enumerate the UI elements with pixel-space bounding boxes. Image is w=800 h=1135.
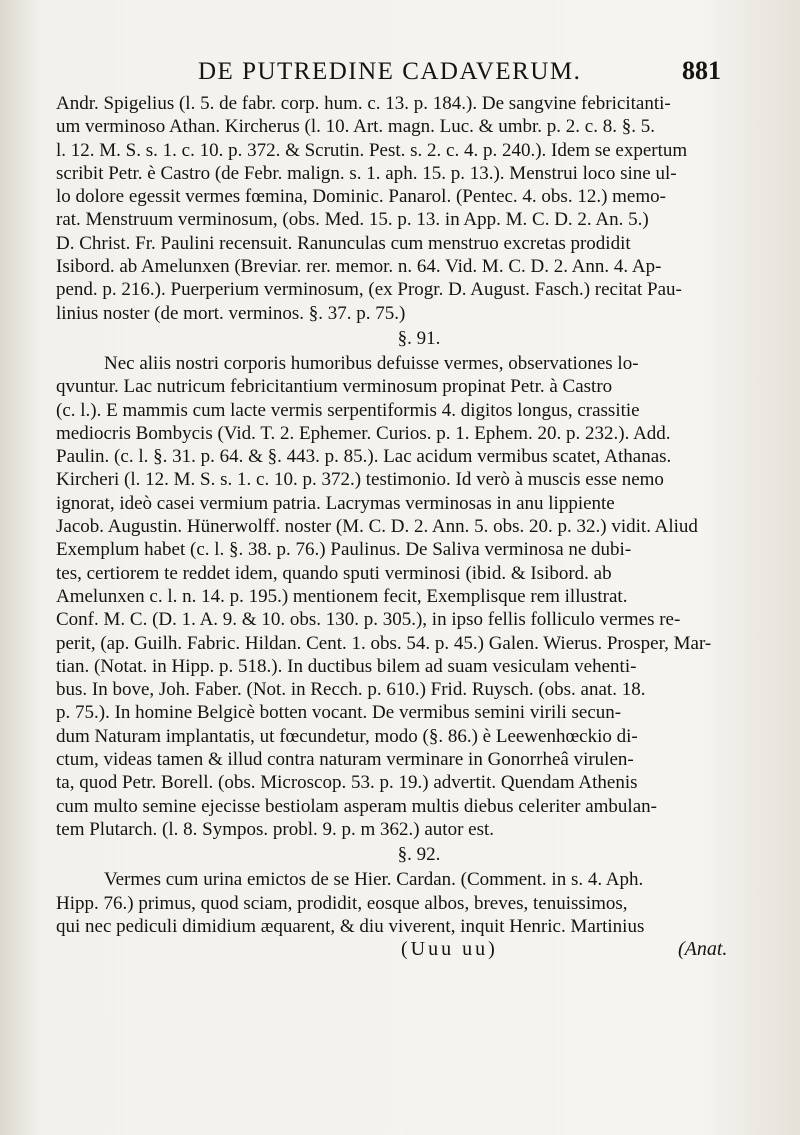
text-line: Conf. M. C. (D. 1. A. 9. & 10. obs. 130. p. 305.), in ipso fellis folliculo vermes re-: [56, 609, 681, 631]
text-line: tes, certiorem te reddet idem, quando sputi verminosi (ibid. & Isibord. ab: [56, 562, 612, 584]
text-line: D. Christ. Fr. Paulini recensuit. Ranunculas cum menstruo excretas prodidit: [56, 232, 631, 254]
section-heading-92: §. 92.: [397, 844, 441, 866]
text-line: tem Plutarch. (l. 8. Sympos. probl. 9. p. m 362.) autor est.: [56, 818, 495, 840]
text-line: pend. p. 216.). Puerperium verminosum, (ex Progr. D. August. Fasch.) recitat Pau-: [56, 279, 682, 301]
text-line: perit, (ap. Guilh. Fabric. Hildan. Cent. 1. obs. 54. p. 45.) Galen. Wierus. Prosper, Mar-: [56, 632, 712, 654]
body-text: [56, 92, 742, 964]
catchword: (Anat.: [678, 938, 728, 961]
page-number: 881: [682, 56, 721, 85]
text-line: p. 75.). In homine Belgicè botten vocant. De vermibus semini virili secun-: [56, 702, 622, 724]
signature-mark: (Uuu uu): [401, 938, 498, 961]
text-line: um verminoso Athan. Kircherus (l. 10. Art. magn. Luc. & umbr. p. 2. c. 8. §. 5.: [56, 116, 655, 138]
text-line: dum Naturam implantatis, ut fœcundetur, modo (§. 86.) è Leewenhœckio di-: [56, 725, 638, 747]
text-line: mediocris Bombycis (Vid. T. 2. Ephemer. Curios. p. 1. Ephem. 20. p. 232.). Add.: [56, 422, 671, 444]
text-line: ta, quod Petr. Borell. (obs. Microscop. 53. p. 19.) advertit. Quendam Athenis: [56, 772, 638, 794]
running-title: DE PUTREDINE CADAVERUM.: [198, 58, 582, 85]
text-line: Isibord. ab Amelunxen (Breviar. rer. memor. n. 64. Vid. M. C. D. 2. Ann. 4. Ap-: [56, 256, 662, 278]
text-line: qui nec pediculi dimidium æquarent, & diu viverent, inquit Henric. Martinius: [56, 915, 645, 937]
text-line: Amelunxen c. l. n. 14. p. 195.) mentionem fecit, Exemplisque rem illustrat.: [56, 585, 628, 607]
paragraph-92: [56, 868, 742, 938]
text-line: Hipp. 76.) primus, quod sciam, prodidit, eosque albos, breves, tenuissimos,: [56, 892, 628, 914]
text-line: Kircheri (l. 12. M. S. s. 1. c. 10. p. 372.) testimonio. Id verò à muscis esse nemo: [56, 469, 664, 491]
text-line: qvuntur. Lac nutricum febricitantium verminosum propinat Petr. à Castro: [56, 376, 613, 398]
text-line: l. 12. M. S. s. 1. c. 10. p. 372. & Scrutin. Pest. s. 2. c. 4. p. 240.). Idem se expertum: [56, 139, 688, 161]
text-line: scribit Petr. è Castro (de Febr. malign. s. 1. aph. 15. p. 13.). Menstrui loco sine ul-: [56, 162, 677, 184]
catchline: [56, 938, 742, 964]
text-line: rat. Menstruum verminosum, (obs. Med. 15. p. 13. in App. M. C. D. 2. An. 5.): [56, 209, 649, 231]
text-line: bus. In bove, Joh. Faber. (Not. in Recch. p. 610.) Frid. Ruysch. (obs. anat. 18.: [56, 679, 646, 701]
text-line: (c. l.). E mammis cum lacte vermis serpentiformis 4. digitos longus, crassitie: [56, 399, 640, 421]
text-line: cum multo semine ejecisse bestiolam asperam multis diebus celeriter ambulan-: [56, 795, 657, 817]
section-heading-91: §. 91.: [397, 327, 441, 349]
text-line: Paulin. (c. l. §. 31. p. 64. & §. 443. p. 85.). Lac acidum vermibus scatet, Athanas.: [56, 446, 672, 468]
text-line: Vermes cum urina emictos de se Hier. Cardan. (Comment. in s. 4. Aph.: [104, 869, 644, 891]
text-line: ignorat, ideò casei vermium patria. Lacrymas verminosas in anu lippiente: [56, 492, 615, 514]
text-line: lo dolore egessit vermes fœmina, Dominic. Panarol. (Pentec. 4. obs. 12.) memo-: [56, 186, 666, 208]
running-head: [0, 50, 800, 90]
text-line: Exemplum habet (c. l. §. 38. p. 76.) Paulinus. De Saliva verminosa ne dubi-: [56, 539, 632, 561]
text-line: linius noster (de mort. verminos. §. 37. p. 75.): [56, 302, 406, 324]
text-line: Andr. Spigelius (l. 5. de fabr. corp. hum. c. 13. p. 184.). De sangvine febricitanti-: [56, 93, 671, 114]
text-line: Nec aliis nostri corporis humoribus defuisse vermes, observationes lo-: [104, 352, 639, 374]
paragraph-continued: [56, 92, 742, 325]
text-line: ctum, videas tamen & illud contra naturam verminare in Gonorrheâ virulen-: [56, 749, 634, 771]
text-line: tian. (Notat. in Hipp. p. 518.). In ductibus bilem ad suam vesiculam vehenti-: [56, 655, 637, 677]
paragraph-91: [56, 352, 742, 841]
text-line: Jacob. Augustin. Hünerwolff. noster (M. C. D. 2. Ann. 5. obs. 20. p. 32.) vidit. Aliud: [56, 516, 698, 538]
